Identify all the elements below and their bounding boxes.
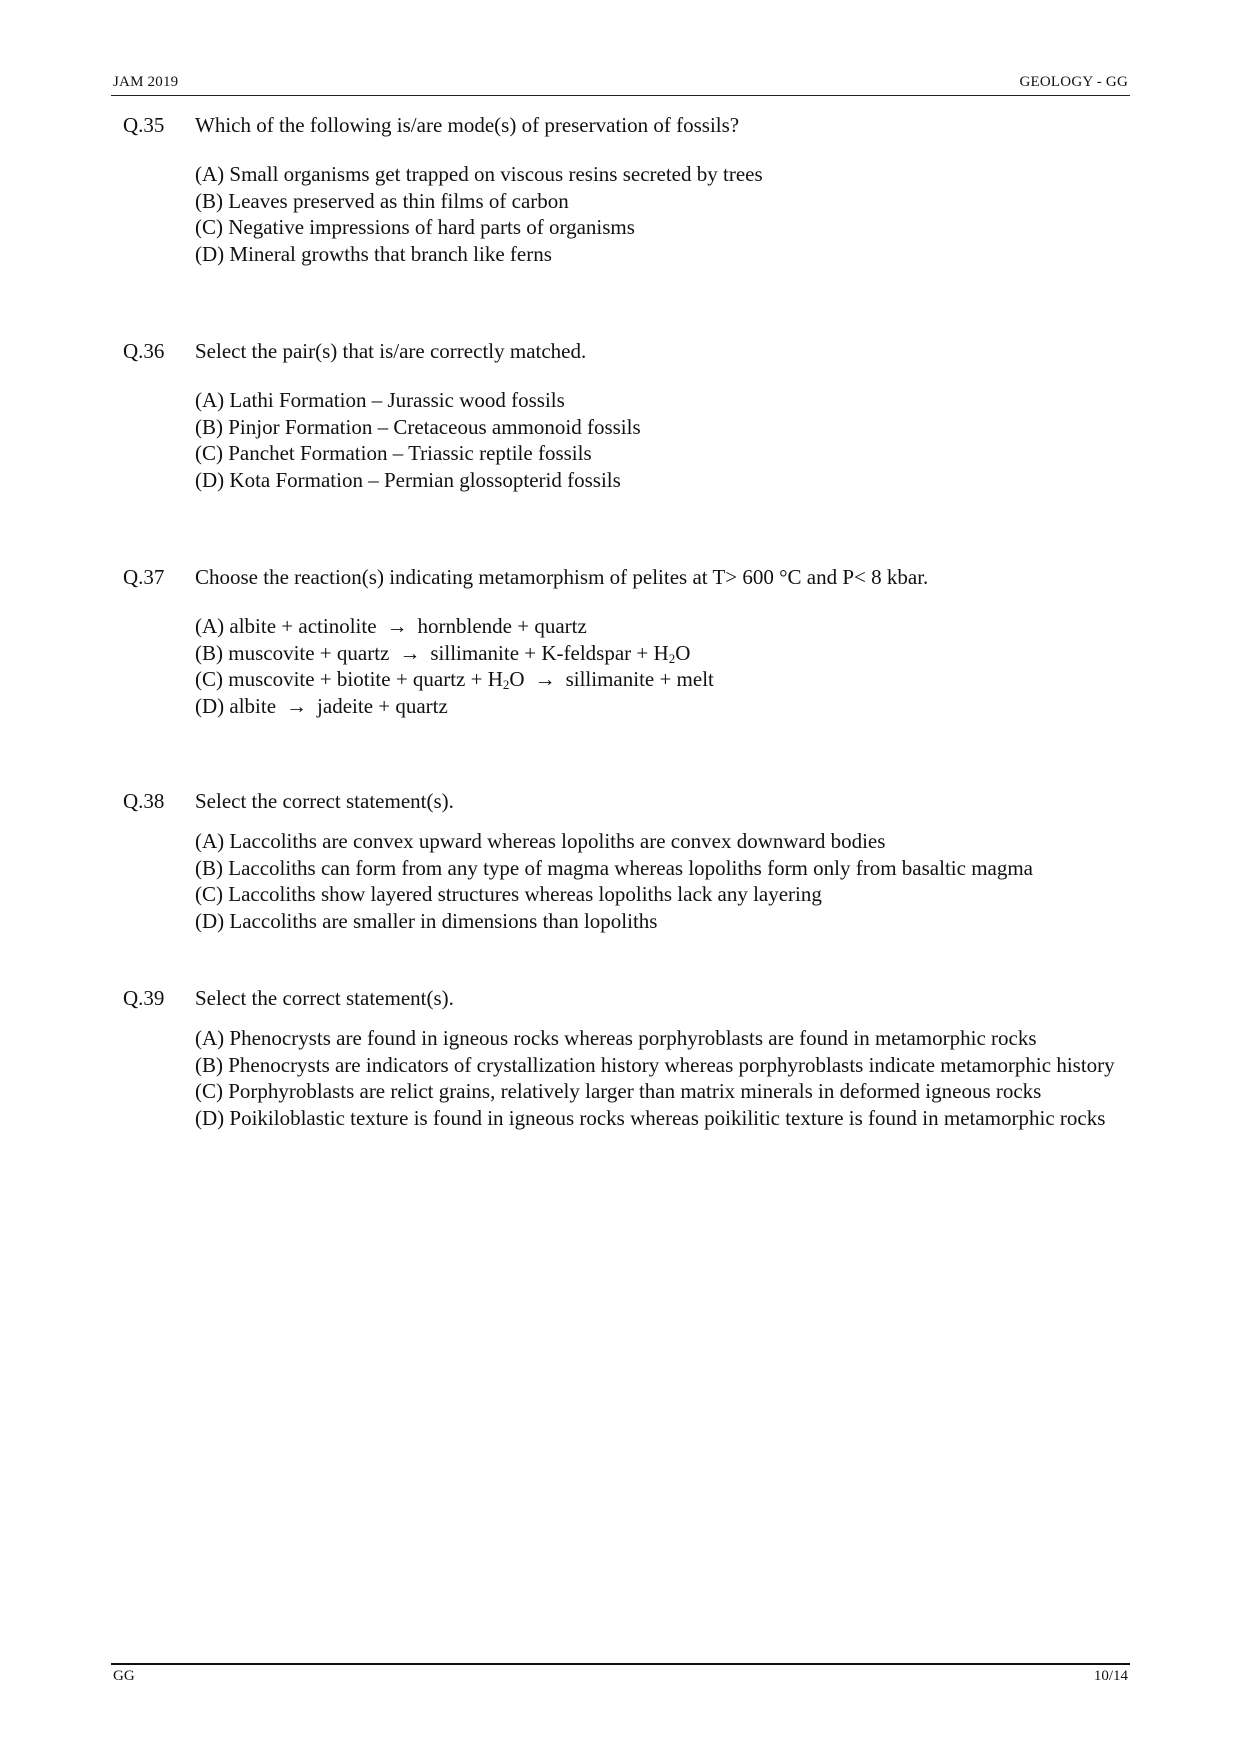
question-text: Select the correct statement(s). bbox=[195, 789, 454, 813]
right-arrow-icon: → bbox=[386, 614, 408, 638]
reactants: (B) muscovite + quartz bbox=[195, 640, 390, 665]
option-a: (A) Phenocrysts are found in igneous rocks whereas porphyroblasts are found in metamorphic rocks bbox=[195, 1026, 1037, 1050]
question-text: Select the pair(s) that is/are correctly matched. bbox=[195, 339, 587, 363]
question-38 bbox=[123, 788, 1123, 933]
footer-rule bbox=[111, 1663, 1130, 1665]
products-suffix: O bbox=[675, 640, 691, 665]
option-c: (C) Porphyroblasts are relict grains, relatively larger than matrix minerals in deformed igneous rocks bbox=[195, 1079, 1042, 1103]
subscript: 2 bbox=[502, 677, 510, 692]
option-b: (B) Leaves preserved as thin films of carbon bbox=[195, 188, 569, 213]
option-b: (B) Laccoliths can form from any type of magma whereas lopoliths form only from basaltic magma bbox=[195, 855, 1034, 880]
footer-paper-code: GG bbox=[113, 1668, 135, 1684]
right-arrow-icon: → bbox=[399, 640, 421, 665]
question-37 bbox=[123, 564, 1123, 718]
option-d bbox=[195, 693, 1120, 720]
option-a bbox=[195, 613, 1120, 640]
option-a: (A) Laccoliths are convex upward whereas lopoliths are convex downward bodies bbox=[195, 829, 886, 853]
question-36 bbox=[123, 338, 1123, 492]
products: sillimanite + melt bbox=[565, 667, 714, 691]
footer-page-number: 10/14 bbox=[1093, 1668, 1128, 1684]
option-d: (D) Laccoliths are smaller in dimensions than lopoliths bbox=[195, 908, 658, 933]
option-d: (D) Poikiloblastic texture is found in igneous rocks whereas poikilitic texture is found in metamorphic rocks bbox=[195, 1105, 1106, 1130]
option-list bbox=[195, 161, 1120, 267]
reactants: (C) muscovite + biotite + quartz + H bbox=[195, 667, 503, 691]
subscript: 2 bbox=[668, 650, 676, 666]
header-exam-name: JAM 2019 bbox=[113, 74, 179, 90]
option-list bbox=[195, 387, 1120, 493]
right-arrow-icon: → bbox=[286, 693, 308, 718]
option-a: (A) Lathi Formation – Jurassic wood fossils bbox=[195, 388, 565, 412]
option-list bbox=[195, 1025, 1120, 1131]
header-paper-name: GEOLOGY - GG bbox=[1019, 74, 1128, 90]
option-b: (B) Pinjor Formation – Cretaceous ammonoid fossils bbox=[195, 414, 641, 439]
question-text: Which of the following is/are mode(s) of preservation of fossils? bbox=[195, 113, 740, 137]
products: jadeite + quartz bbox=[317, 693, 448, 718]
right-arrow-icon: → bbox=[534, 667, 556, 691]
question-number: Q.35 bbox=[123, 113, 165, 137]
option-d: (D) Mineral growths that branch like ferns bbox=[195, 241, 552, 266]
option-b bbox=[195, 640, 1120, 667]
header-rule bbox=[111, 95, 1130, 96]
question-text: Select the correct statement(s). bbox=[195, 986, 454, 1010]
question-35 bbox=[123, 112, 1123, 266]
question-number: Q.37 bbox=[123, 565, 165, 589]
question-number: Q.36 bbox=[123, 339, 165, 363]
question-number: Q.39 bbox=[123, 986, 165, 1010]
question-39 bbox=[123, 985, 1123, 1130]
option-c bbox=[195, 666, 1120, 693]
question-text: Choose the reaction(s) indicating metamorphism of pelites at T> 600 °C and P< 8 kbar. bbox=[195, 565, 929, 589]
option-b: (B) Phenocrysts are indicators of crystallization history whereas porphyroblasts indicate metamorphic history bbox=[195, 1052, 1115, 1077]
option-c: (C) Laccoliths show layered structures whereas lopoliths lack any layering bbox=[195, 882, 822, 906]
reactants: (D) albite bbox=[195, 693, 277, 718]
option-c: (C) Panchet Formation – Triassic reptile fossils bbox=[195, 441, 592, 465]
option-c: (C) Negative impressions of hard parts of organisms bbox=[195, 215, 635, 239]
option-list bbox=[195, 613, 1120, 719]
option-a: (A) Small organisms get trapped on viscous resins secreted by trees bbox=[195, 162, 763, 186]
option-d: (D) Kota Formation – Permian glossopterid fossils bbox=[195, 467, 621, 492]
reactants-suffix: O bbox=[509, 667, 525, 691]
products: sillimanite + K-feldspar + H bbox=[430, 640, 669, 665]
products: hornblende + quartz bbox=[417, 614, 587, 638]
question-number: Q.38 bbox=[123, 789, 165, 813]
reactants: (A) albite + actinolite bbox=[195, 614, 377, 638]
option-list bbox=[195, 828, 1120, 934]
